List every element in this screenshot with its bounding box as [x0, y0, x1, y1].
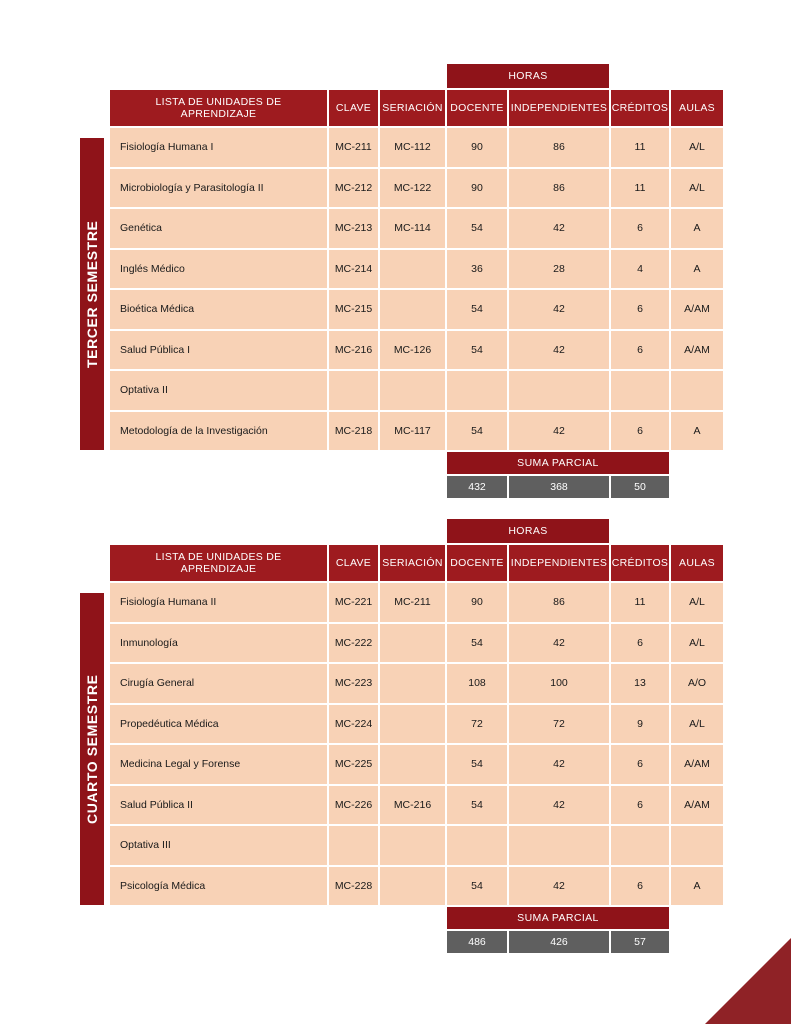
cell-independientes: 42 [509, 745, 609, 784]
cell-seriacion: MC-112 [380, 128, 445, 167]
column-header-row [110, 90, 723, 126]
suma-total-docente: 486 [447, 931, 507, 953]
cell-aulas: A [671, 209, 723, 248]
column-header-row [110, 545, 723, 581]
cell-docente: 54 [447, 745, 507, 784]
suma-values-spacer-left [110, 476, 445, 498]
table-row [110, 583, 723, 622]
table-row [110, 331, 723, 370]
cell-creditos: 6 [611, 624, 669, 663]
cell-seriacion [380, 371, 445, 410]
column-header-independientes: INDEPENDIENTES [509, 90, 609, 126]
cell-seriacion [380, 290, 445, 329]
cell-creditos: 6 [611, 412, 669, 451]
cell-name: Genética [110, 209, 327, 248]
cell-independientes: 100 [509, 664, 609, 703]
cell-independientes: 28 [509, 250, 609, 289]
table-row [110, 867, 723, 906]
cell-seriacion [380, 705, 445, 744]
cell-name: Cirugía General [110, 664, 327, 703]
cell-aulas: A/L [671, 705, 723, 744]
cell-aulas: A/L [671, 583, 723, 622]
suma-parcial-label-row [110, 907, 723, 929]
cell-docente: 90 [447, 128, 507, 167]
cell-aulas: A/L [671, 624, 723, 663]
suma-spacer-right [671, 907, 723, 929]
column-header-independientes: INDEPENDIENTES [509, 545, 609, 581]
cell-clave: MC-212 [329, 169, 378, 208]
cell-independientes [509, 826, 609, 865]
cell-docente: 54 [447, 290, 507, 329]
cell-seriacion: MC-117 [380, 412, 445, 451]
cell-creditos: 6 [611, 209, 669, 248]
cell-independientes: 42 [509, 412, 609, 451]
column-header-name: LISTA DE UNIDADES DE APRENDIZAJE [110, 90, 327, 126]
cell-clave: MC-211 [329, 128, 378, 167]
cell-independientes: 42 [509, 209, 609, 248]
suma-parcial-title: SUMA PARCIAL [447, 907, 669, 929]
suma-parcial-label-row [110, 452, 723, 474]
cell-name: Salud Pública II [110, 786, 327, 825]
cell-seriacion: MC-126 [380, 331, 445, 370]
column-header-name: LISTA DE UNIDADES DE APRENDIZAJE [110, 545, 327, 581]
cell-docente: 54 [447, 209, 507, 248]
group-header-row [110, 519, 723, 543]
cell-aulas: A/O [671, 664, 723, 703]
cell-clave: MC-213 [329, 209, 378, 248]
cell-creditos: 4 [611, 250, 669, 289]
corner-decoration-triangle [705, 938, 791, 1024]
table-row [110, 826, 723, 865]
cell-independientes: 86 [509, 128, 609, 167]
table-row [110, 128, 723, 167]
suma-values-spacer-left [110, 931, 445, 953]
table-row [110, 705, 723, 744]
group-spacer-left [110, 519, 445, 543]
semester-label-cuarto: CUARTO SEMESTRE [80, 593, 104, 905]
cell-creditos: 11 [611, 128, 669, 167]
cell-seriacion [380, 624, 445, 663]
column-header-clave: CLAVE [329, 90, 378, 126]
cell-docente: 108 [447, 664, 507, 703]
cell-aulas [671, 826, 723, 865]
cell-independientes: 86 [509, 169, 609, 208]
cell-clave: MC-228 [329, 867, 378, 906]
cell-name: Fisiología Humana II [110, 583, 327, 622]
cell-seriacion: MC-122 [380, 169, 445, 208]
cell-name: Microbiología y Parasitología II [110, 169, 327, 208]
cell-clave: MC-216 [329, 331, 378, 370]
group-spacer-left [110, 64, 445, 88]
cell-aulas: A/AM [671, 290, 723, 329]
cell-independientes: 42 [509, 331, 609, 370]
cell-docente: 54 [447, 412, 507, 451]
cell-name: Propedéutica Médica [110, 705, 327, 744]
cell-docente: 54 [447, 867, 507, 906]
group-header-row [110, 64, 723, 88]
plan-table-cuarto [108, 517, 725, 955]
table-row [110, 745, 723, 784]
column-header-docente: DOCENTE [447, 90, 507, 126]
group-spacer-right [611, 64, 723, 88]
table-row [110, 412, 723, 451]
cell-aulas: A [671, 867, 723, 906]
cell-aulas: A [671, 412, 723, 451]
cell-creditos: 6 [611, 745, 669, 784]
cell-name: Medicina Legal y Forense [110, 745, 327, 784]
cell-creditos: 13 [611, 664, 669, 703]
cell-clave: MC-214 [329, 250, 378, 289]
table-row [110, 664, 723, 703]
cell-creditos: 6 [611, 331, 669, 370]
column-header-docente: DOCENTE [447, 545, 507, 581]
cell-name: Psicología Médica [110, 867, 327, 906]
column-header-clave: CLAVE [329, 545, 378, 581]
cell-independientes [509, 371, 609, 410]
cell-name: Optativa III [110, 826, 327, 865]
cell-docente [447, 826, 507, 865]
suma-parcial-title: SUMA PARCIAL [447, 452, 669, 474]
cell-creditos: 9 [611, 705, 669, 744]
cell-independientes: 72 [509, 705, 609, 744]
cell-seriacion [380, 826, 445, 865]
cell-creditos: 6 [611, 290, 669, 329]
cell-aulas: A/L [671, 169, 723, 208]
table-row [110, 209, 723, 248]
cell-clave: MC-218 [329, 412, 378, 451]
cell-docente [447, 371, 507, 410]
cell-docente: 54 [447, 624, 507, 663]
cell-independientes: 42 [509, 290, 609, 329]
cell-docente: 90 [447, 583, 507, 622]
cell-creditos: 11 [611, 169, 669, 208]
column-header-creditos: CRÉDITOS [611, 545, 669, 581]
cell-independientes: 86 [509, 583, 609, 622]
cell-docente: 54 [447, 786, 507, 825]
cell-clave [329, 371, 378, 410]
cell-clave: MC-224 [329, 705, 378, 744]
cell-aulas: A/L [671, 128, 723, 167]
cell-creditos [611, 371, 669, 410]
cell-seriacion: MC-211 [380, 583, 445, 622]
cell-independientes: 42 [509, 624, 609, 663]
cell-seriacion [380, 745, 445, 784]
cell-clave [329, 826, 378, 865]
cell-aulas: A/AM [671, 331, 723, 370]
column-header-aulas: AULAS [671, 545, 723, 581]
suma-total-docente: 432 [447, 476, 507, 498]
cell-docente: 36 [447, 250, 507, 289]
column-header-aulas: AULAS [671, 90, 723, 126]
cell-clave: MC-225 [329, 745, 378, 784]
table-row [110, 290, 723, 329]
cell-seriacion [380, 867, 445, 906]
cell-seriacion [380, 664, 445, 703]
plan-table-tercer [108, 62, 725, 500]
column-header-seriacion: SERIACIÓN [380, 90, 445, 126]
suma-total-independientes: 426 [509, 931, 609, 953]
cell-docente: 72 [447, 705, 507, 744]
table-row [110, 371, 723, 410]
cell-creditos: 6 [611, 786, 669, 825]
cell-aulas: A [671, 250, 723, 289]
suma-spacer-left [110, 907, 445, 929]
cell-seriacion: MC-114 [380, 209, 445, 248]
cell-name: Metodología de la Investigación [110, 412, 327, 451]
cell-independientes: 42 [509, 786, 609, 825]
suma-parcial-values-row [110, 931, 723, 953]
cell-docente: 54 [447, 331, 507, 370]
table-row [110, 786, 723, 825]
suma-spacer-right [671, 452, 723, 474]
cell-independientes: 42 [509, 867, 609, 906]
suma-total-independientes: 368 [509, 476, 609, 498]
cell-seriacion [380, 250, 445, 289]
cell-clave: MC-215 [329, 290, 378, 329]
group-header-horas: HORAS [447, 519, 609, 543]
cell-creditos [611, 826, 669, 865]
cell-aulas: A/AM [671, 786, 723, 825]
suma-values-spacer-right [671, 476, 723, 498]
semester-label-tercer: TERCER SEMESTRE [80, 138, 104, 450]
cell-clave: MC-221 [329, 583, 378, 622]
column-header-seriacion: SERIACIÓN [380, 545, 445, 581]
cell-name: Optativa II [110, 371, 327, 410]
suma-total-creditos: 57 [611, 931, 669, 953]
cell-creditos: 6 [611, 867, 669, 906]
column-header-creditos: CRÉDITOS [611, 90, 669, 126]
table-row [110, 169, 723, 208]
cell-name: Inmunología [110, 624, 327, 663]
cell-aulas [671, 371, 723, 410]
cell-name: Fisiología Humana I [110, 128, 327, 167]
cell-clave: MC-223 [329, 664, 378, 703]
cell-clave: MC-226 [329, 786, 378, 825]
table-row [110, 250, 723, 289]
group-spacer-right [611, 519, 723, 543]
suma-spacer-left [110, 452, 445, 474]
cell-clave: MC-222 [329, 624, 378, 663]
cell-name: Bioética Médica [110, 290, 327, 329]
suma-total-creditos: 50 [611, 476, 669, 498]
table-row [110, 624, 723, 663]
cell-name: Salud Pública I [110, 331, 327, 370]
cell-name: Inglés Médico [110, 250, 327, 289]
cell-aulas: A/AM [671, 745, 723, 784]
cell-docente: 90 [447, 169, 507, 208]
suma-parcial-values-row [110, 476, 723, 498]
group-header-horas: HORAS [447, 64, 609, 88]
cell-seriacion: MC-216 [380, 786, 445, 825]
cell-creditos: 11 [611, 583, 669, 622]
